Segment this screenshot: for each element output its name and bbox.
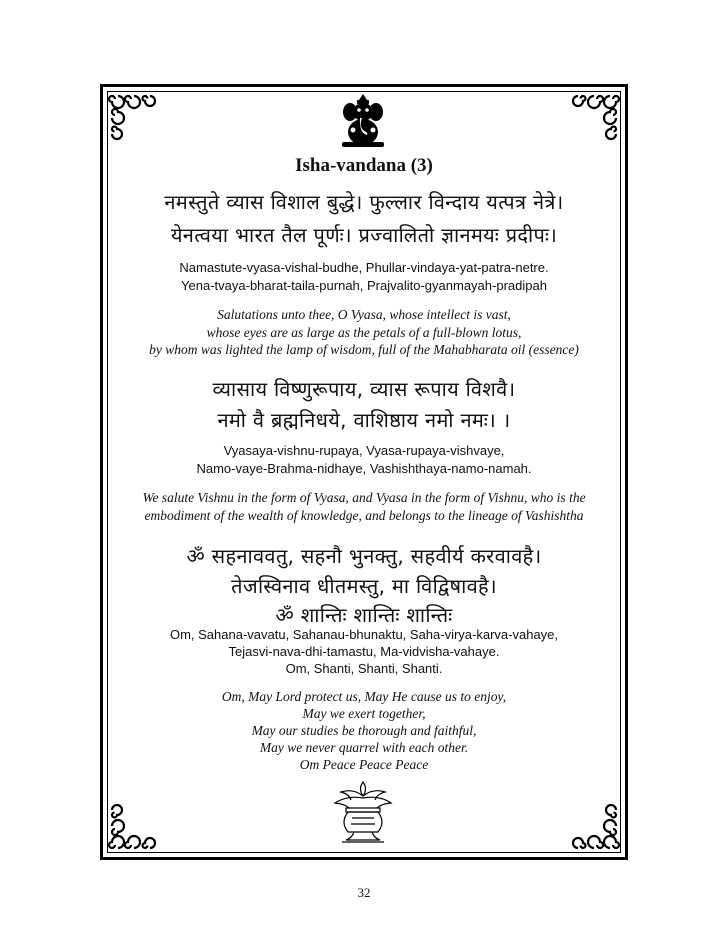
verse2-transliteration-line-1: Vyasaya-vishnu-rupaya, Vyasa-rupaya-vishvaye, [223, 443, 505, 458]
verse1-translation-line-2: whose eyes are as large as the petals of a full-blown lotus, [206, 325, 522, 340]
verse3-translation-line-2: May we exert together, [302, 706, 426, 721]
kalash-icon [328, 780, 398, 846]
verse3-translation-line-1: Om, May Lord protect us, May He cause us to enjoy, [221, 689, 507, 704]
verse2-sanskrit-line-1: व्यासाय विष्णुरूपाय, व्यास रूपाय विशवै। [212, 377, 516, 401]
corner-scroll-ornament-top-left [104, 88, 158, 142]
verse3-sanskrit-line-1: ॐ सहनाववतु, सहनौ भुनक्तु, सहवीर्य करवावहै। [186, 544, 542, 568]
verse2-translation-line-2: embodiment of the wealth of knowledge, and belongs to the lineage of Vashishtha [144, 508, 584, 523]
verse3-translation-line-3: May our studies be thorough and faithful, [251, 723, 477, 738]
verse2-sanskrit-line-2: नमो वै ब्रह्मनिधये, वाशिष्ठाय नमो नमः। । [217, 408, 511, 432]
page-number: 32 [357, 885, 371, 900]
verse2-translation-line-1: We salute Vishnu in the form of Vyasa, and Vyasa in the form of Vishnu, who is the [142, 490, 586, 505]
verse1-sanskrit-line-2: येनत्वया भारत तैल पूर्णः। प्रज्वालितो ज्ञानमयः प्रदीपः। [170, 223, 558, 247]
page-title: Isha-vandana (3) [295, 155, 433, 176]
verse3-transliteration-line-3: Om, Shanti, Shanti, Shanti. [285, 661, 443, 676]
verse3-transliteration-line-2: Tejasvi-nava-dhi-tamastu, Ma-vidvisha-vahaye. [228, 644, 500, 659]
verse3-sanskrit-line-3: ॐ शान्तिः शान्तिः शान्तिः [275, 603, 453, 627]
corner-scroll-ornament-bottom-right [570, 802, 624, 856]
verse1-transliteration-line-1: Namastute-vyasa-vishal-budhe, Phullar-vindaya-yat-patra-netre. [179, 260, 549, 275]
ganesha-icon [334, 92, 392, 150]
verse3-translation-line-4: May we never quarrel with each other. [259, 740, 469, 755]
verse3-sanskrit-line-2: तेजस्विनाव धीतमस्तु, मा विद्विषावहै। [231, 574, 497, 598]
verse3-transliteration-line-1: Om, Sahana-vavatu, Sahanau-bhunaktu, Saha-virya-karva-vahaye, [169, 627, 559, 642]
corner-scroll-ornament-bottom-left [104, 802, 158, 856]
verse1-translation-line-1: Salutations unto thee, O Vyasa, whose intellect is vast, [217, 307, 511, 322]
verse1-translation-line-3: by whom was lighted the lamp of wisdom, full of the Mahabharata oil (essence) [149, 342, 579, 357]
verse1-transliteration-line-2: Yena-tvaya-bharat-taila-purnah, Prajvalito-gyanmayah-pradipah [181, 278, 547, 293]
verse2-transliteration-line-2: Namo-vaye-Brahma-nidhaye, Vashishthaya-namo-namah. [196, 461, 532, 476]
corner-scroll-ornament-top-right [570, 88, 624, 142]
verse3-translation-line-5: Om Peace Peace Peace [299, 757, 429, 772]
verse1-sanskrit-line-1: नमस्तुते व्यास विशाल बुद्धे। फुल्लार विन्दाय यत्पत्र नेत्रे। [164, 190, 564, 214]
